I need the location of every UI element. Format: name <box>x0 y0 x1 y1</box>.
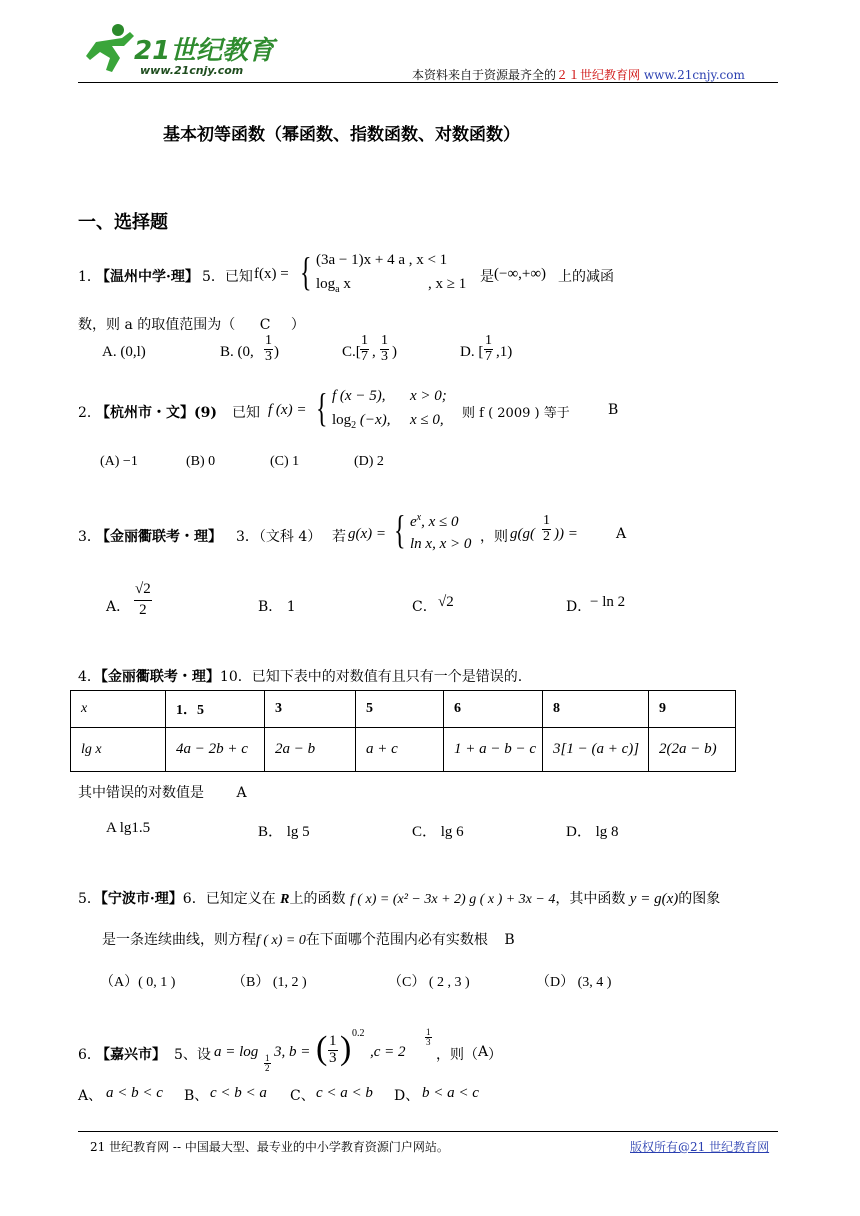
q1-case1: (3a − 1)x + 4 a , x < 1 <box>316 252 448 268</box>
q6-option-b-label: B、 <box>184 1088 209 1104</box>
q2-answer: B <box>608 402 619 418</box>
q3-ask-expr-pre: g(g( <box>510 526 535 542</box>
q2-case2: $\log_2 (-x)$, <box>332 412 391 431</box>
q5-option-b: （B） (1, 2 ) <box>232 975 307 990</box>
q6-ask-end: ） <box>488 1047 502 1063</box>
q2-number: 2． <box>78 405 101 421</box>
q6-sub: 5、设 <box>174 1047 211 1063</box>
q1-option-d-end: ,1) <box>496 344 513 360</box>
q3-ask-pre: ，则 <box>480 529 508 545</box>
q1-option-c-frac1: $\frac{1}{7}$ <box>361 333 368 364</box>
q5-number: 5． <box>78 891 101 907</box>
q6-b-exp: 0.2 <box>352 1028 365 1039</box>
q6-option-a: a < b < c <box>106 1085 163 1101</box>
q1-line2-text: 数，则 a 的取值范围为（ <box>78 317 236 333</box>
q2-option-d: (D) 2 <box>354 454 384 469</box>
q4-number: 4． <box>78 669 101 685</box>
table-cell: 2(2a − b) <box>649 728 736 772</box>
q2-brace: { <box>316 385 328 430</box>
q1-option-b-frac: $\frac{1}{3}$ <box>265 333 272 364</box>
q1-tail-1: 是 <box>480 269 494 285</box>
q3-option-b: B． 1 <box>258 599 296 615</box>
q5-option-a: （A）( 0, 1 ) <box>100 975 176 990</box>
q2-ask: 则 f ( 2009 ) 等于 <box>462 406 570 421</box>
table-cell: 5 <box>356 691 444 728</box>
q5-option-c: （C） ( 2 , 3 ) <box>388 975 470 990</box>
q6-paren-left: ( <box>316 1030 328 1067</box>
q6-a-post: 3, b = <box>274 1044 311 1060</box>
question-5 <box>78 888 788 908</box>
footer-left: 21 世纪教育网 -- 中国最大型、最专业的中小学教育资源门户网站。 <box>90 1140 449 1154</box>
q1-case2-cond: , x ≥ 1 <box>428 276 467 292</box>
q4-ask <box>78 782 247 802</box>
q3-option-c-val: √2 <box>438 594 454 610</box>
document-title: 基本初等函数（幂函数、指数函数、对数函数） <box>163 125 520 145</box>
table-cell: x <box>71 691 166 728</box>
table-cell: 1．5 <box>166 691 265 728</box>
q1-option-c-end: ) <box>392 344 397 360</box>
q6-option-b: c < b < a <box>210 1085 267 1101</box>
q6-a-eq: a = log <box>214 1044 259 1060</box>
table-cell: 1 + a − b − c <box>444 728 543 772</box>
header-source <box>412 66 745 83</box>
question-6 <box>78 1028 778 1080</box>
q3-gx: g(x) = <box>348 526 387 542</box>
q1-tail-2: 上的减函 <box>558 269 614 285</box>
q2-case1-cond: x > 0; <box>410 388 447 404</box>
q1-option-c-comma: , <box>372 344 376 360</box>
q1-option-a: A. (0,l) <box>102 344 146 360</box>
q3-option-d-val: − ln 2 <box>590 594 626 610</box>
q5-gy: y = g(x) <box>629 891 679 907</box>
q2-sub: 已知 <box>232 405 260 421</box>
q3-number: 3． <box>78 529 101 545</box>
q5-line2 <box>102 929 515 949</box>
footer-divider <box>78 1131 778 1132</box>
table-cell: 3 <box>265 691 356 728</box>
q5-line2-text: 是一条连续曲线，则方程 <box>102 932 256 948</box>
q4-option-d: D． lg 8 <box>566 824 619 840</box>
q1-fx: f(x) = <box>254 266 289 282</box>
q1-tag: 【温州中学·理】 <box>96 269 199 285</box>
q6-number: 6． <box>78 1047 101 1063</box>
q3-sub: 3．（文科 4） <box>236 529 322 545</box>
q4-options <box>106 820 706 842</box>
table-header-row <box>71 691 736 728</box>
q3-option-c: C． <box>412 599 437 615</box>
q1-options <box>102 333 702 376</box>
q1-line2 <box>78 314 305 334</box>
question-2 <box>78 384 778 434</box>
runner-logo-icon <box>82 22 140 80</box>
q5-mid: ，其中函数 <box>555 891 626 907</box>
q5-end: 的图象 <box>678 891 721 907</box>
q6-options <box>78 1085 678 1105</box>
q5-R: R <box>280 892 290 907</box>
q5-eq: f ( x) = 0 <box>256 933 306 948</box>
q1-option-b-end: ) <box>274 344 279 360</box>
q3-ask-expr-post: )) = <box>554 526 578 542</box>
q2-option-c: (C) 1 <box>270 454 300 469</box>
q3-option-a-frac: $\frac{√2}{2}$ <box>135 581 151 618</box>
q5-on: 上的函数 <box>289 891 346 907</box>
q4-option-c: C． lg 6 <box>412 824 464 840</box>
q3-if: 若 <box>332 529 346 545</box>
q1-option-c-frac2: $\frac{1}{3}$ <box>381 333 388 364</box>
q6-option-c-label: C、 <box>290 1088 315 1104</box>
q2-options <box>100 454 500 474</box>
table-cell: lg x <box>71 728 166 772</box>
q6-option-a-label: A、 <box>78 1088 103 1104</box>
q2-tag: 【杭州市・文】(9) <box>96 405 217 421</box>
q6-paren-right: ) <box>340 1030 352 1067</box>
logo-url-text: www.21cnjy.com <box>140 64 244 77</box>
q4-tag: 【金丽衢联考・理】 <box>100 669 220 685</box>
q6-b-frac: $\frac{1}{3}$ <box>329 1033 337 1066</box>
q1-sub: 5．已知 <box>202 269 253 285</box>
q6-a-base: $\frac{1}{2}$ <box>265 1053 270 1074</box>
header-source-prefix: 本资料来自于资源最齐全的 <box>412 68 557 82</box>
q2-case2-cond: x ≤ 0, <box>410 412 444 428</box>
q1-brace: { <box>300 249 312 294</box>
q3-options <box>106 580 706 624</box>
q6-c-eq: ,c = 2 <box>370 1044 406 1060</box>
header-divider <box>78 82 778 83</box>
q3-ask-frac: $\frac{1}{2}$ <box>543 513 550 544</box>
q6-ask: ，则（ <box>436 1047 478 1063</box>
q6-tag: 【嘉兴市】 <box>96 1047 166 1063</box>
q3-brace: { <box>394 507 406 552</box>
q3-option-d: D． <box>566 599 592 615</box>
q3-case2: ln x, x > 0 <box>410 536 472 552</box>
q2-case1: f (x − 5), <box>332 388 386 404</box>
q1-option-d: D. [ <box>460 344 484 360</box>
q1-number: 1． <box>78 269 101 285</box>
q5-tag: 【宁波市·理】 <box>100 891 183 907</box>
section-title: 一、选择题 <box>78 212 168 233</box>
q2-fx: f (x) = <box>268 402 307 418</box>
table-cell: 9 <box>649 691 736 728</box>
q2-option-b: (B) 0 <box>186 454 216 469</box>
table-cell: 2a − b <box>265 728 356 772</box>
q3-option-a: A． <box>106 599 131 615</box>
header-source-url[interactable]: www.21cnjy.com <box>643 68 745 82</box>
q6-answer: A <box>478 1044 489 1060</box>
footer-copyright-link[interactable]: 版权所有@21 世纪教育网 <box>630 1140 770 1154</box>
q4-option-a: A lg1.5 <box>106 820 151 836</box>
q6-option-d-label: D、 <box>394 1088 420 1104</box>
q5-options <box>100 971 700 991</box>
q4-answer: A <box>236 785 247 801</box>
q1-option-d-frac: $\frac{1}{7}$ <box>485 333 492 364</box>
logo-main-text: 21世纪教育 <box>134 36 275 66</box>
q4-sub: 10．已知下表中的对数值有且只有一个是错误的. <box>219 669 523 685</box>
table-cell: 3[1 − (a + c)] <box>543 728 649 772</box>
q4-option-b: B． lg 5 <box>258 824 310 840</box>
header-source-site: ２１世纪教育网 <box>556 68 641 82</box>
table-row <box>71 728 736 772</box>
q5-answer: B <box>504 932 515 948</box>
q1-line2-end: ） <box>290 317 305 333</box>
q1-option-b: B. (0, <box>220 344 254 360</box>
q5-expr: f ( x) = (x² − 3x + 2) g ( x ) + 3x − 4 <box>349 892 556 907</box>
q1-case2: $\log_a x$ <box>316 276 351 295</box>
table-cell: 8 <box>543 691 649 728</box>
site-logo <box>82 22 282 84</box>
q3-case1: $e^x$, x ≤ 0 <box>410 512 459 530</box>
table-cell: 4a − 2b + c <box>166 728 265 772</box>
q5-option-d: （D） (3, 4 ) <box>536 975 612 990</box>
q1-option-c: C.[ <box>342 344 361 360</box>
question-3 <box>78 507 778 560</box>
log-value-table <box>70 690 736 772</box>
q1-interval: (−∞,+∞) <box>494 266 547 282</box>
q6-c-exp: $\frac{1}{3}$ <box>426 1027 431 1048</box>
question-4 <box>78 666 522 686</box>
q1-answer: C <box>259 317 271 333</box>
table-cell: 6 <box>444 691 543 728</box>
table-cell: a + c <box>356 728 444 772</box>
q6-option-d: b < a < c <box>422 1085 479 1101</box>
q5-sub: 6．已知定义在 <box>182 891 276 907</box>
q3-answer: A <box>616 526 627 542</box>
q4-ask-text: 其中错误的对数值是 <box>78 785 204 801</box>
q3-tag: 【金丽衢联考・理】 <box>96 529 222 545</box>
question-1 <box>78 250 778 300</box>
q2-option-a: (A) −1 <box>100 454 138 469</box>
q6-option-c: c < a < b <box>316 1085 373 1101</box>
q5-line2-end: 在下面哪个范围内必有实数根 <box>305 932 488 948</box>
